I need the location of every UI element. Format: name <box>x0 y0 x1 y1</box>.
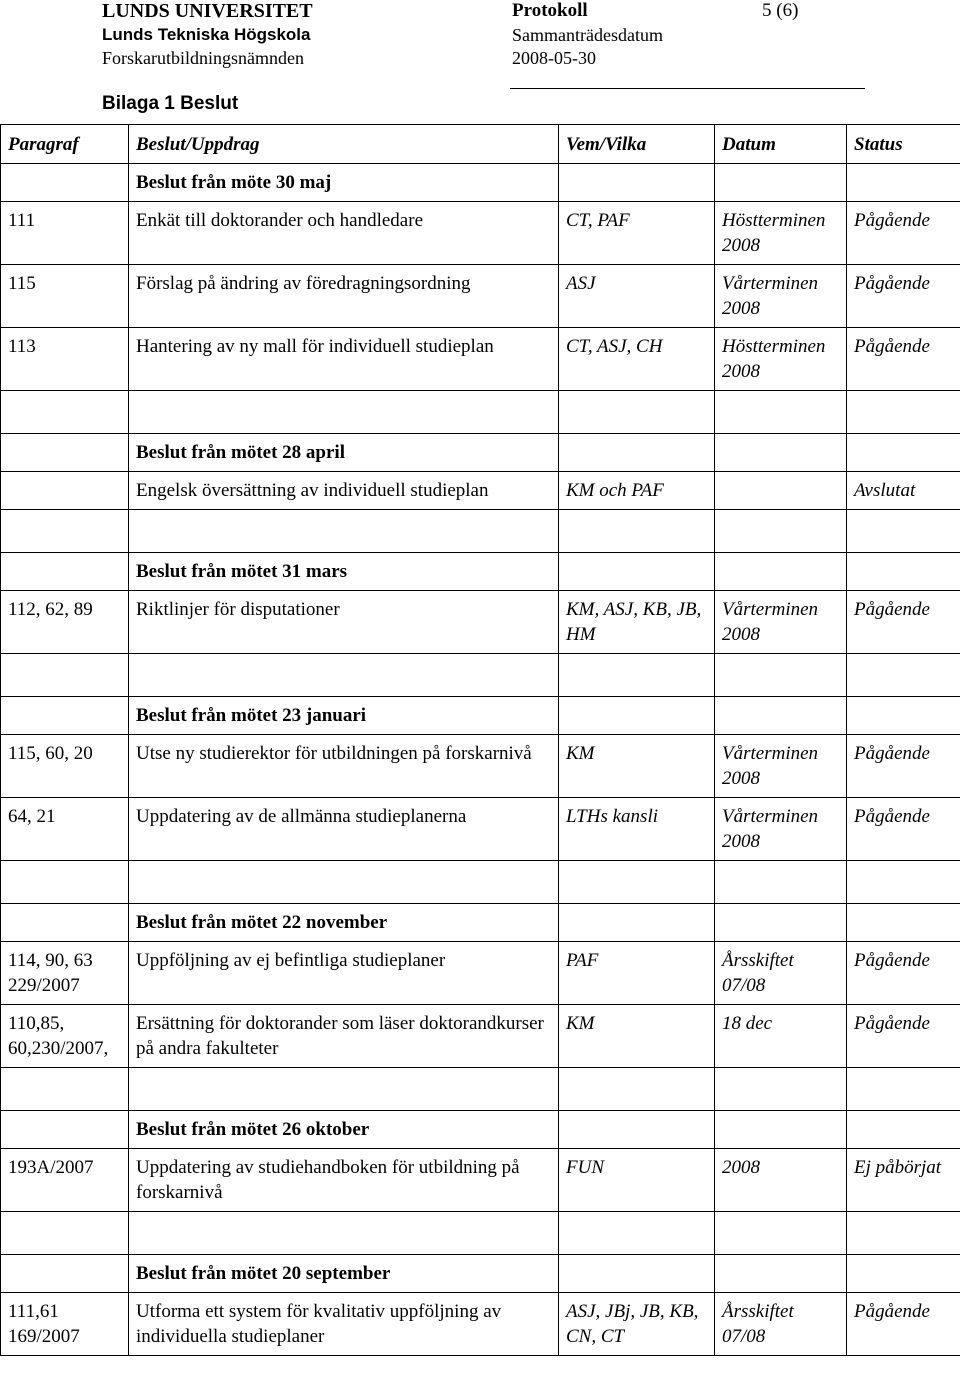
cell-datum: 2008 <box>715 1149 847 1212</box>
section-title-spacer <box>847 553 960 591</box>
spacer-cell <box>847 391 960 434</box>
section-title-spacer <box>1 1111 129 1149</box>
section-title-spacer <box>559 904 715 942</box>
cell-datum: Vårterminen 2008 <box>715 265 847 328</box>
cell-datum: Höstterminen 2008 <box>715 328 847 391</box>
meeting-date: 2008-05-30 <box>512 48 596 68</box>
spacer-cell <box>129 654 559 697</box>
section-title-row <box>1 1255 960 1293</box>
section-title-spacer <box>715 697 847 735</box>
spacer-cell <box>847 861 960 904</box>
cell-beslut: Riktlinjer för disputationer <box>129 591 559 654</box>
cell-status: Ej påbörjat <box>847 1149 960 1212</box>
section-title-spacer <box>847 1111 960 1149</box>
col-header-status: Status <box>847 125 960 164</box>
faculty-name: Lunds Tekniska Högskola <box>102 25 311 44</box>
section-title-spacer <box>559 553 715 591</box>
cell-paragraf: 110,85, 60,230/2007, <box>1 1005 129 1068</box>
spacer-cell <box>847 654 960 697</box>
cell-vem: CT, PAF <box>559 202 715 265</box>
section-title-row <box>1 904 960 942</box>
cell-paragraf: 193A/2007 <box>1 1149 129 1212</box>
section-title-spacer <box>1 1255 129 1293</box>
col-header-datum: Datum <box>715 125 847 164</box>
decisions-table <box>0 124 960 1356</box>
spacer-cell <box>1 861 129 904</box>
table-row <box>1 1149 960 1212</box>
spacer-cell <box>129 1068 559 1111</box>
cell-paragraf: 64, 21 <box>1 798 129 861</box>
table-row <box>1 1005 960 1068</box>
cell-beslut: Förslag på ändring av föredragningsordning <box>129 265 559 328</box>
cell-vem: FUN <box>559 1149 715 1212</box>
cell-beslut: Uppföljning av ej befintliga studieplaner <box>129 942 559 1005</box>
spacer-cell <box>559 1068 715 1111</box>
section-title: Beslut från mötet 23 januari <box>129 697 559 735</box>
header-rule <box>510 88 865 89</box>
cell-vem: KM, ASJ, KB, JB, HM <box>559 591 715 654</box>
spacer-cell <box>1 391 129 434</box>
cell-vem: ASJ <box>559 265 715 328</box>
cell-vem: CT, ASJ, CH <box>559 328 715 391</box>
cell-status: Avslutat <box>847 472 960 510</box>
section-title-row <box>1 164 960 202</box>
cell-status: Pågående <box>847 591 960 654</box>
cell-status: Pågående <box>847 202 960 265</box>
cell-paragraf: 115, 60, 20 <box>1 735 129 798</box>
section-title-spacer <box>715 904 847 942</box>
section-title: Beslut från mötet 28 april <box>129 434 559 472</box>
cell-status: Pågående <box>847 328 960 391</box>
cell-beslut: Ersättning för doktorander som läser doktorandkurser på andra fakulteter <box>129 1005 559 1068</box>
section-title-spacer <box>715 553 847 591</box>
table-row <box>1 328 960 391</box>
cell-datum: Vårterminen 2008 <box>715 735 847 798</box>
spacer-cell <box>129 391 559 434</box>
cell-beslut: Uppdatering av studiehandboken för utbildning på forskarnivå <box>129 1149 559 1212</box>
section-title: Beslut från mötet 31 mars <box>129 553 559 591</box>
table-body <box>1 164 960 1356</box>
spacer-cell <box>715 510 847 553</box>
doc-type: Protokoll <box>512 0 588 21</box>
spacer-cell <box>129 861 559 904</box>
section-title-spacer <box>559 434 715 472</box>
cell-vem: KM <box>559 735 715 798</box>
cell-vem: PAF <box>559 942 715 1005</box>
spacer-cell <box>847 1068 960 1111</box>
spacer-cell <box>1 1212 129 1255</box>
cell-paragraf: 112, 62, 89 <box>1 591 129 654</box>
cell-paragraf: 111,61 169/2007 <box>1 1293 129 1356</box>
spacer-cell <box>559 391 715 434</box>
section-spacer-row <box>1 1212 960 1255</box>
cell-datum: Årsskiftet 07/08 <box>715 1293 847 1356</box>
cell-datum: Årsskiftet 07/08 <box>715 942 847 1005</box>
cell-vem: LTHs kansli <box>559 798 715 861</box>
section-spacer-row <box>1 654 960 697</box>
cell-status: Pågående <box>847 1005 960 1068</box>
cell-paragraf <box>1 472 129 510</box>
spacer-cell <box>1 510 129 553</box>
spacer-cell <box>129 1212 559 1255</box>
cell-datum: Vårterminen 2008 <box>715 591 847 654</box>
cell-vem: ASJ, JBj, JB, KB, CN, CT <box>559 1293 715 1356</box>
cell-status: Pågående <box>847 735 960 798</box>
cell-vem: KM och PAF <box>559 472 715 510</box>
spacer-cell <box>1 1068 129 1111</box>
section-title-row <box>1 553 960 591</box>
cell-datum: Vårterminen 2008 <box>715 798 847 861</box>
page-number: 5 (6) <box>762 0 799 21</box>
cell-status: Pågående <box>847 798 960 861</box>
cell-status: Pågående <box>847 942 960 1005</box>
section-title-spacer <box>559 697 715 735</box>
section-title-row <box>1 1111 960 1149</box>
cell-beslut: Uppdatering av de allmänna studieplanerna <box>129 798 559 861</box>
section-title-spacer <box>847 697 960 735</box>
spacer-cell <box>715 654 847 697</box>
section-title-spacer <box>1 553 129 591</box>
spacer-cell <box>559 654 715 697</box>
cell-paragraf: 113 <box>1 328 129 391</box>
spacer-cell <box>129 510 559 553</box>
cell-datum <box>715 472 847 510</box>
section-title-spacer <box>847 164 960 202</box>
cell-vem: KM <box>559 1005 715 1068</box>
spacer-cell <box>559 510 715 553</box>
table-row <box>1 1293 960 1356</box>
section-title-spacer <box>1 164 129 202</box>
col-header-beslut: Beslut/Uppdrag <box>129 125 559 164</box>
cell-status: Pågående <box>847 265 960 328</box>
spacer-cell <box>559 1212 715 1255</box>
section-title-spacer <box>715 1255 847 1293</box>
spacer-cell <box>847 510 960 553</box>
board-name: Forskarutbildningsnämnden <box>102 48 304 68</box>
section-spacer-row <box>1 510 960 553</box>
cell-paragraf: 111 <box>1 202 129 265</box>
spacer-cell <box>1 654 129 697</box>
section-spacer-row <box>1 391 960 434</box>
cell-beslut: Hantering av ny mall för individuell studieplan <box>129 328 559 391</box>
cell-beslut: Utforma ett system för kvalitativ uppföljning av individuella studieplaner <box>129 1293 559 1356</box>
section-title-row <box>1 697 960 735</box>
table-row <box>1 591 960 654</box>
section-title-spacer <box>847 1255 960 1293</box>
university-name: LUNDS UNIVERSITET <box>102 0 313 22</box>
cell-beslut: Utse ny studierektor för utbildningen på forskarnivå <box>129 735 559 798</box>
section-title-spacer <box>715 1111 847 1149</box>
section-title: Beslut från mötet 22 november <box>129 904 559 942</box>
cell-datum: 18 dec <box>715 1005 847 1068</box>
table-row <box>1 202 960 265</box>
section-title: Beslut från mötet 26 oktober <box>129 1111 559 1149</box>
table-row <box>1 735 960 798</box>
spacer-cell <box>847 1212 960 1255</box>
section-title-spacer <box>559 1255 715 1293</box>
section-title-spacer <box>847 904 960 942</box>
col-header-paragraf: Paragraf <box>1 125 129 164</box>
table-row <box>1 265 960 328</box>
section-title-spacer <box>715 164 847 202</box>
cell-status: Pågående <box>847 1293 960 1356</box>
table-row <box>1 798 960 861</box>
section-title-spacer <box>1 697 129 735</box>
spacer-cell <box>559 861 715 904</box>
col-header-vem: Vem/Vilka <box>559 125 715 164</box>
spacer-cell <box>715 861 847 904</box>
section-spacer-row <box>1 1068 960 1111</box>
section-title-spacer <box>559 1111 715 1149</box>
section-title-spacer <box>1 434 129 472</box>
section-title-spacer <box>559 164 715 202</box>
spacer-cell <box>715 1212 847 1255</box>
cell-datum: Höstterminen 2008 <box>715 202 847 265</box>
table-header-row <box>1 125 960 164</box>
section-title: Beslut från mötet 20 september <box>129 1255 559 1293</box>
section-title-row <box>1 434 960 472</box>
table-row <box>1 942 960 1005</box>
spacer-cell <box>715 391 847 434</box>
section-title-spacer <box>847 434 960 472</box>
cell-paragraf: 114, 90, 63 229/2007 <box>1 942 129 1005</box>
section-spacer-row <box>1 861 960 904</box>
section-title-spacer <box>1 904 129 942</box>
cell-paragraf: 115 <box>1 265 129 328</box>
section-title: Beslut från möte 30 maj <box>129 164 559 202</box>
spacer-cell <box>715 1068 847 1111</box>
attachment-title: Bilaga 1 Beslut <box>102 93 239 114</box>
cell-beslut: Enkät till doktorander och handledare <box>129 202 559 265</box>
table-row <box>1 472 960 510</box>
cell-beslut: Engelsk översättning av individuell studieplan <box>129 472 559 510</box>
section-title-spacer <box>715 434 847 472</box>
date-label: Sammanträdesdatum <box>512 25 663 45</box>
